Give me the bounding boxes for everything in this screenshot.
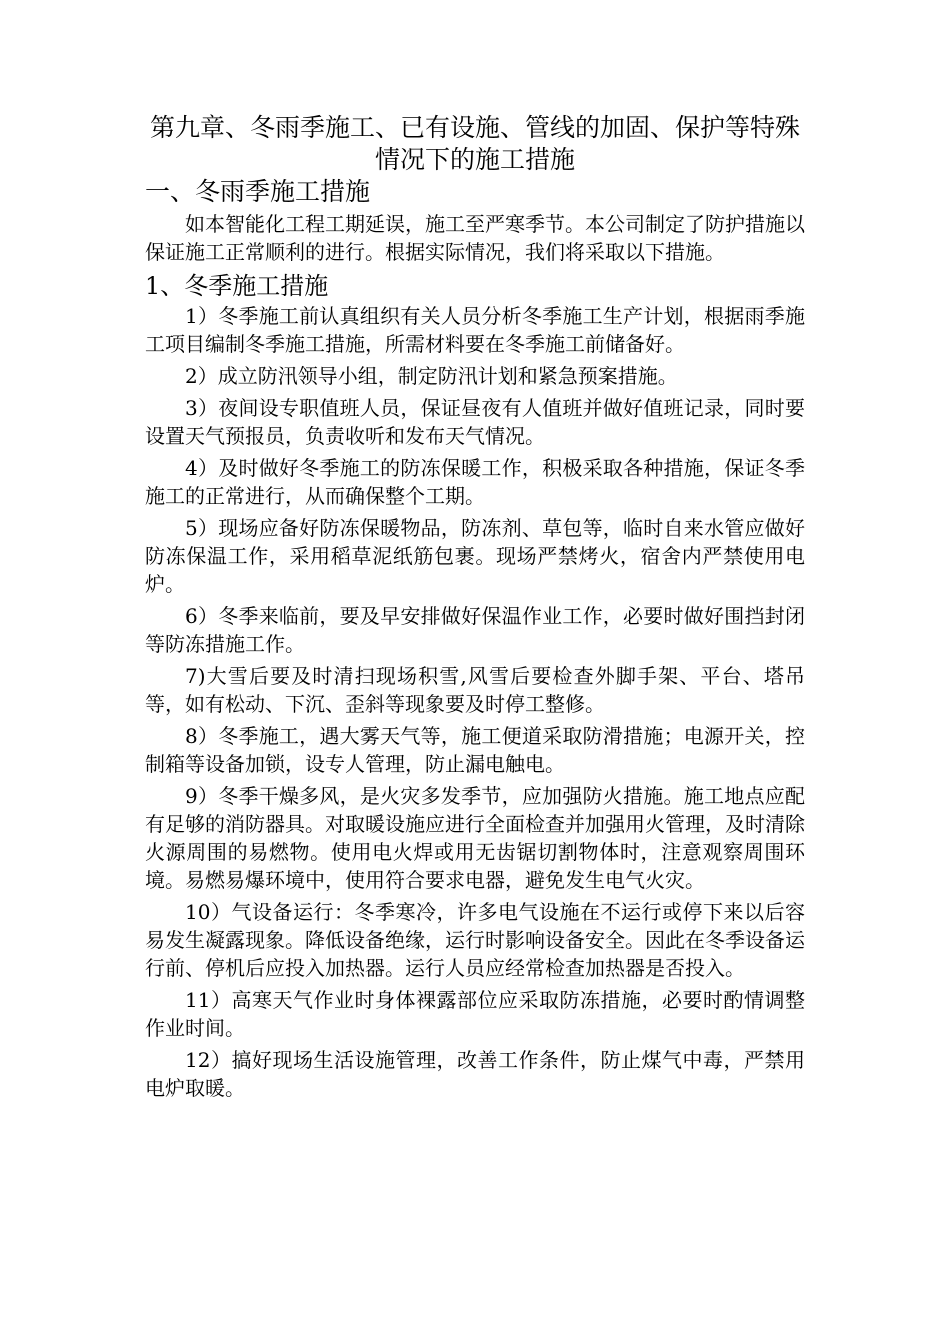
list-item: 6）冬季来临前，要及早安排做好保温作业工作，必要时做好围挡封闭等防冻措施工作。	[145, 604, 805, 656]
list-item: 12）搞好现场生活设施管理，改善工作条件，防止煤气中毒，严禁用电炉取暖。	[145, 1048, 805, 1100]
list-item: 4）及时做好冬季施工的防冻保暖工作，积极采取各种措施，保证冬季施工的正常进行，从而确保整个工期。	[145, 456, 805, 508]
list-item: 2）成立防汛领导小组，制定防汛计划和紧急预案措施。	[185, 364, 678, 388]
list-item: 5）现场应备好防冻保暖物品，防冻剂、草包等，临时自来水管应做好防冻保温工作，采用稻草泥纸筋包裹。现场严禁烤火，宿舍内严禁使用电炉。	[145, 516, 805, 596]
subsection-heading: 1、冬季施工措施	[145, 272, 329, 300]
list-item: 11）高寒天气作业时身体裸露部位应采取防冻措施，必要时酌情调整作业时间。	[145, 988, 805, 1040]
chapter-title-line2: 情况下的施工措施	[374, 145, 575, 174]
list-item: 8）冬季施工，遇大雾天气等，施工便道采取防滑措施；电源开关，控制箱等设备加锁，设专人管理，防止漏电触电。	[145, 724, 805, 776]
list-item: 1）冬季施工前认真组织有关人员分析冬季施工生产计划，根据雨季施工项目编制冬季施工措施，所需材料要在冬季施工前储备好。	[145, 304, 805, 356]
intro-paragraph: 如本智能化工程工期延误，施工至严寒季节。本公司制定了防护措施以保证施工正常顺利的进行。根据实际情况，我们将采取以下措施。	[145, 212, 805, 264]
list-item: 10）气设备运行：冬季寒冷，许多电气设施在不运行或停下来以后容易发生凝露现象。降低设备绝缘，运行时影响设备安全。因此在冬季设备运行前、停机后应投入加热器。运行人员应经常检查加热器是否投入。	[145, 900, 805, 980]
section-heading: 一、冬雨季施工措施	[145, 177, 371, 206]
chapter-title	[145, 112, 805, 176]
chapter-title-line1: 第九章、冬雨季施工、已有设施、管线的加固、保护等特殊	[149, 113, 800, 142]
list-item: 7)大雪后要及时清扫现场积雪,风雪后要检查外脚手架、平台、塔吊等，如有松动、下沉、歪斜等现象要及时停工整修。	[145, 664, 805, 716]
list-item: 9）冬季干燥多风，是火灾多发季节，应加强防火措施。施工地点应配有足够的消防器具。对取暖设施应进行全面检查并加强用火管理，及时清除火源周围的易燃物。使用电火焊或用无齿锯切割物体时，注意观察周围环境。易燃易爆环境中，使用符合要求电器，避免发生电气火灾。	[145, 784, 805, 892]
list-item: 3）夜间设专职值班人员，保证昼夜有人值班并做好值班记录，同时要设置天气预报员，负责收听和发布天气情况。	[145, 396, 805, 448]
document-page	[145, 112, 805, 1106]
